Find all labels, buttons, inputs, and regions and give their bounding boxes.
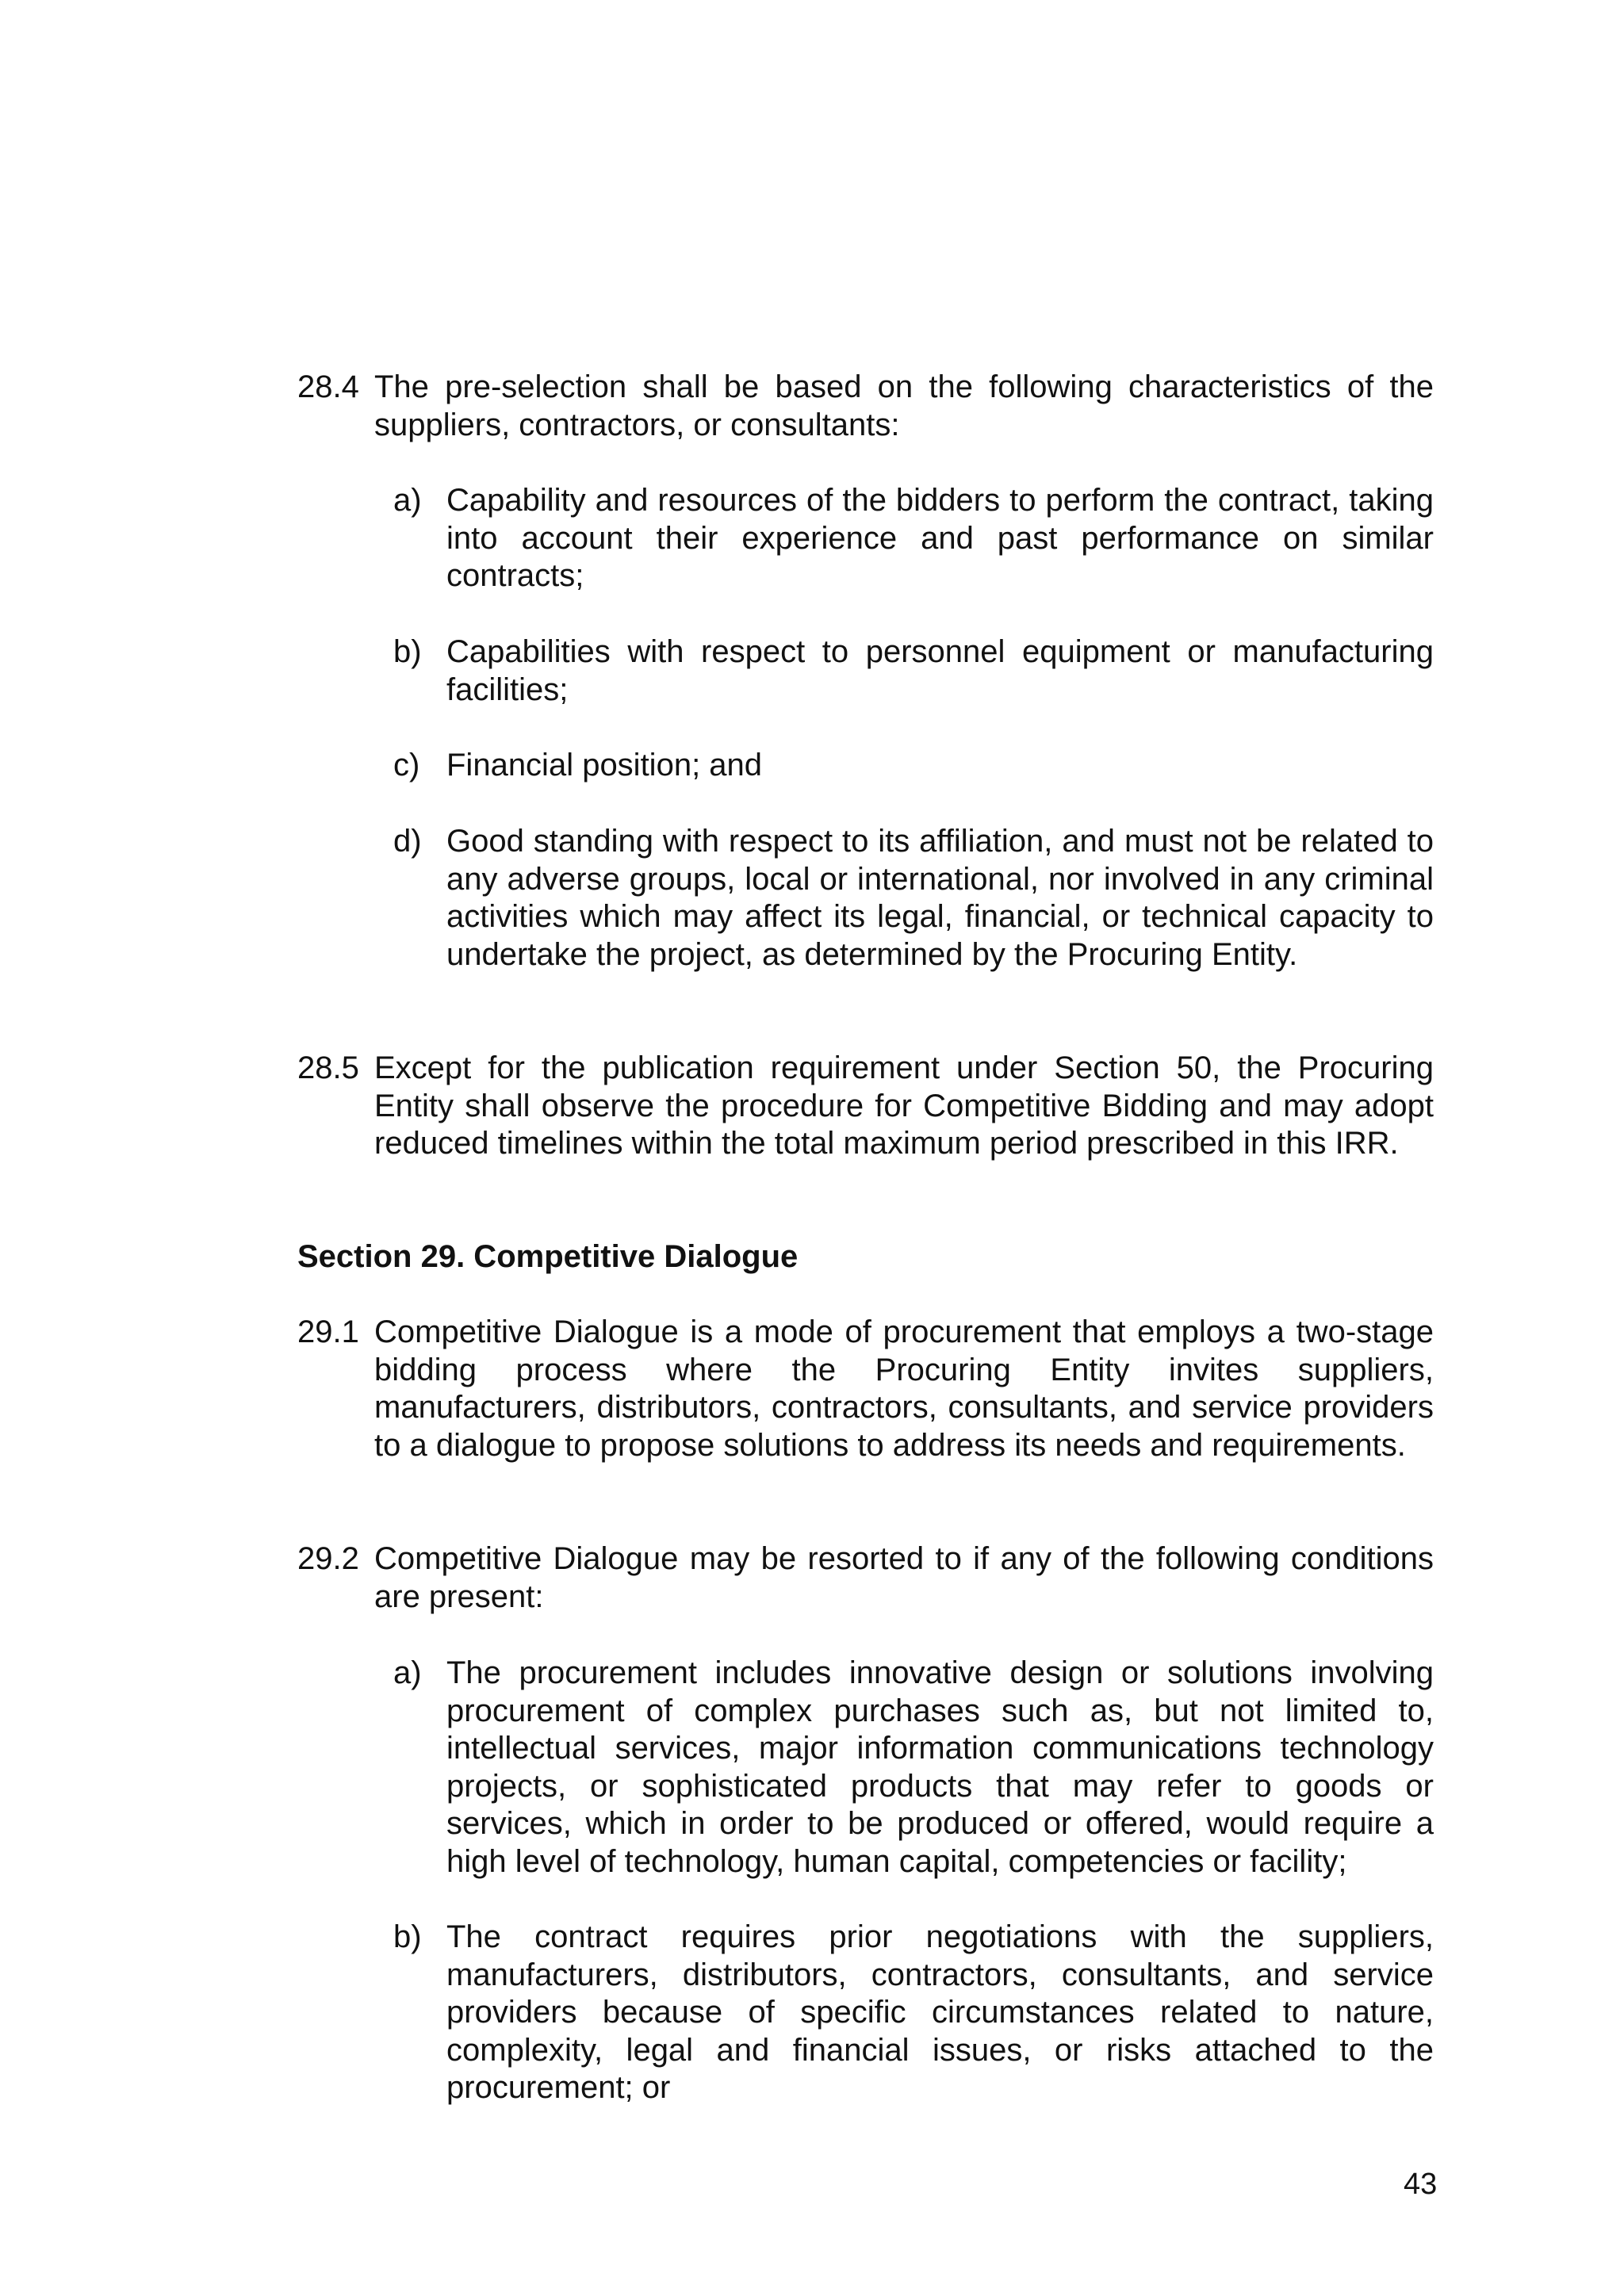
list-marker-28-4-b: b) — [393, 634, 422, 669]
list-item-29-2-a: The procurement includes innovative design or solutions involving procurement of complex purchases such as, but not limited to, intellectual services, major information communications technology projects, or sophisticated products that may refer to goods or services, which in order to be produced or offered, would require a high level of technology, human capital, competencies or facility; — [446, 1655, 1434, 1879]
clause-number-28-4: 28.4 — [297, 369, 359, 404]
list-marker-29-2-a: a) — [393, 1655, 422, 1690]
clause-text-28-5: Except for the publication requirement under Section 50, the Procuring Entity shall observe the procedure for Competitive Bidding and may adopt reduced timelines within the total maximum period prescribed in this IRR. — [374, 1050, 1434, 1161]
clause-text-28-4: The pre-selection shall be based on the following characteristics of the suppliers, contractors, or consultants: — [374, 369, 1434, 442]
list-marker-28-4-c: c) — [393, 748, 420, 783]
page-number: 43 — [1404, 2168, 1438, 2201]
list-item-28-4-d: Good standing with respect to its affiliation, and must not be related to any adverse groups, local or international, nor involved in any criminal activities which may affect its legal, financial, or technical capacity to undertake the project, as determined by the Procuring Entity. — [446, 824, 1434, 972]
list-marker-29-2-b: b) — [393, 1919, 422, 1954]
list-marker-28-4-d: d) — [393, 824, 422, 859]
clause-number-29-1: 29.1 — [297, 1314, 359, 1349]
list-marker-28-4-a: a) — [393, 483, 422, 518]
list-item-28-4-b: Capabilities with respect to personnel equipment or manufacturing facilities; — [446, 634, 1434, 707]
list-item-28-4-c: Financial position; and — [446, 748, 763, 783]
clause-number-29-2: 29.2 — [297, 1541, 359, 1576]
clause-number-28-5: 28.5 — [297, 1050, 359, 1085]
list-item-29-2-b: The contract requires prior negotiations with the suppliers, manufacturers, distributors, contractors, consultants, and service providers because of specific circumstances related to nature, complexity, legal and financial issues, or risks attached to the procurement; or — [446, 1919, 1434, 2105]
clause-text-29-2: Competitive Dialogue may be resorted to if any of the following conditions are present: — [374, 1541, 1434, 1614]
section-heading: Section 29. Competitive Dialogue — [297, 1239, 799, 1274]
clause-text-29-1: Competitive Dialogue is a mode of procurement that employs a two-stage bidding process where the Procuring Entity invites suppliers, manufacturers, distributors, contractors, consultants, and service providers to a dialogue to propose solutions to address its needs and requirements. — [374, 1314, 1434, 1463]
list-item-28-4-a: Capability and resources of the bidders to perform the contract, taking into account their experience and past performance on similar contracts; — [446, 483, 1434, 593]
